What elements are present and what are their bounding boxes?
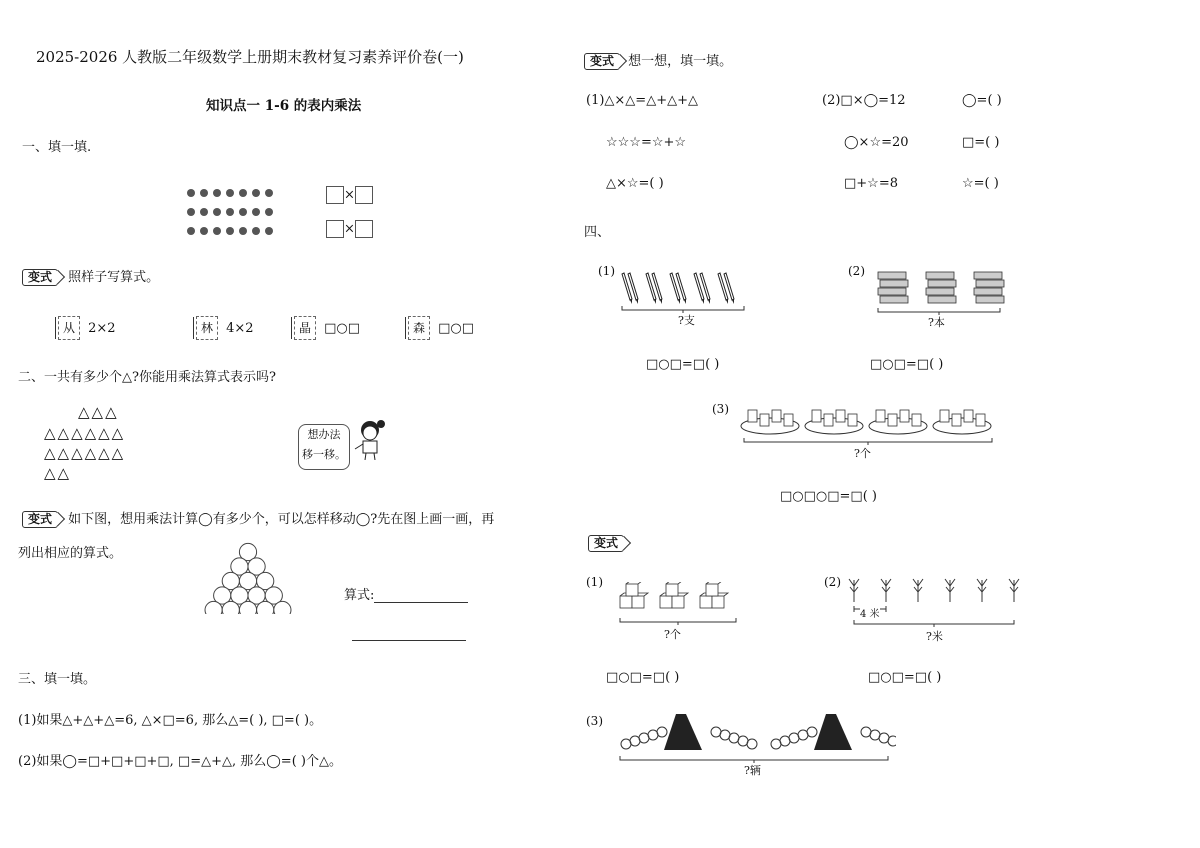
v3-c3-r3[interactable]: ☆=( ) xyxy=(962,176,999,191)
dot xyxy=(200,227,208,235)
item-expression: 4×2 xyxy=(226,320,254,336)
bike-wheel xyxy=(870,730,880,740)
cup-icon xyxy=(940,410,949,422)
formula-blank[interactable] xyxy=(374,588,468,603)
bike-wheel xyxy=(738,736,748,746)
road-icon xyxy=(664,714,702,750)
cup-icon xyxy=(952,414,961,426)
cup-icon xyxy=(760,414,769,426)
bike-wheel xyxy=(720,730,730,740)
dot xyxy=(252,227,260,235)
item-expression: 2×2 xyxy=(88,320,116,336)
char-box: 森 xyxy=(408,316,430,340)
dot xyxy=(200,189,208,197)
variant2-text-2: 列出相应的算式。 xyxy=(18,546,123,561)
variant1-item-2 xyxy=(196,316,254,340)
answer-box[interactable] xyxy=(326,220,344,238)
dot xyxy=(239,227,247,235)
v4-p2-num: (2) xyxy=(824,575,841,589)
bike-wheel xyxy=(621,739,631,749)
v3-c1-r2: ☆☆☆=☆+☆ xyxy=(606,135,687,150)
v3-c1-r3[interactable]: △×☆=( ) xyxy=(606,176,664,191)
bike-wheel xyxy=(630,736,640,746)
book-icon xyxy=(926,272,954,279)
brace xyxy=(854,620,1014,627)
formula-line xyxy=(344,584,468,603)
bike-wheel xyxy=(807,727,817,737)
circle-item xyxy=(222,601,239,614)
cube-groups xyxy=(616,582,740,626)
dot xyxy=(213,189,221,197)
variant1 xyxy=(22,266,159,286)
q4-p2-num: (2) xyxy=(848,264,865,278)
times-sign: × xyxy=(344,221,355,237)
book-icon xyxy=(880,280,908,287)
q1-answer-2 xyxy=(326,220,373,238)
cube-icon xyxy=(666,584,678,596)
q4-p3-formula[interactable]: □○□○□=□( ) xyxy=(780,489,877,504)
bike-wheel xyxy=(780,736,790,746)
circle-pyramid[interactable] xyxy=(200,542,296,614)
book-icon xyxy=(928,280,956,287)
dot xyxy=(239,189,247,197)
cup-icon xyxy=(900,410,909,422)
circle-item xyxy=(257,601,274,614)
girl-illustration xyxy=(352,416,392,460)
dot xyxy=(226,208,234,216)
circle-item xyxy=(205,601,222,614)
dot xyxy=(213,208,221,216)
dot xyxy=(252,208,260,216)
cup-icon xyxy=(772,410,781,422)
q4-p3-num: (3) xyxy=(712,402,729,416)
cube-icon xyxy=(672,596,684,608)
cup-icon xyxy=(748,410,757,422)
dot-grid xyxy=(186,187,276,239)
formula-blank-2[interactable] xyxy=(352,628,466,641)
cup-icon xyxy=(784,414,793,426)
variant1-item-3 xyxy=(294,316,360,340)
dot xyxy=(187,227,195,235)
v4-p1-label: ?个 xyxy=(664,628,681,641)
q3-line-1[interactable]: (1)如果△+△+△=6, △×□=6, 那么△=( ), □=( )。 xyxy=(18,713,323,728)
char-box: 从 xyxy=(58,316,80,340)
bike-wheel xyxy=(648,730,658,740)
tree-row xyxy=(844,572,1024,632)
variant1-text: 照样子写算式。 xyxy=(68,270,160,285)
cup-icon xyxy=(836,410,845,422)
q4-p1-label: ?支 xyxy=(678,314,695,327)
dot xyxy=(252,189,260,197)
variant2-text-1: 如下图，想用乘法计算◯有多少个，可以怎样移动◯?先在图上画一画，再 xyxy=(68,512,495,527)
bike-wheel xyxy=(639,733,649,743)
cup-icon xyxy=(824,414,833,426)
triangle-row-4: △△ xyxy=(44,464,72,482)
q2-heading: 二、一共有多少个△?你能用乘法算式表示吗? xyxy=(18,370,276,385)
book-icon xyxy=(878,272,906,279)
dot xyxy=(226,189,234,197)
q4-p3-label: ?个 xyxy=(854,447,871,460)
dot xyxy=(265,208,273,216)
bike-wheel xyxy=(798,730,808,740)
cup-icon xyxy=(912,414,921,426)
v4-p1-num: (1) xyxy=(586,575,603,589)
bike-wheel xyxy=(771,739,781,749)
cup-plates xyxy=(738,402,998,450)
v4-p2-unit: 4 米 xyxy=(860,609,880,620)
q1-heading: 一、填一填. xyxy=(22,140,92,155)
variant1-item-4 xyxy=(408,316,474,340)
dot xyxy=(265,227,273,235)
answer-box[interactable] xyxy=(355,220,373,238)
dot xyxy=(226,227,234,235)
q3-line-2[interactable]: (2)如果◯=□+□+□+□, □=△+△, 那么◯=( )个△。 xyxy=(18,754,342,769)
times-sign: × xyxy=(344,187,355,203)
book-icon xyxy=(926,288,954,295)
book-icon xyxy=(880,296,908,303)
bike-wheel xyxy=(861,727,871,737)
brace xyxy=(620,618,736,625)
bike-wheel xyxy=(879,733,889,743)
cup-icon xyxy=(812,410,821,422)
formula-label: 算式: xyxy=(344,588,375,603)
bike-road-illustration xyxy=(616,710,896,766)
hint-bubble xyxy=(298,424,350,470)
q4-heading: 四、 xyxy=(584,225,611,240)
cup-icon xyxy=(848,414,857,426)
bubble-line-1: 想办法 xyxy=(307,428,341,441)
v4-p2-formula[interactable]: □○□=□( ) xyxy=(868,670,942,685)
bike-wheel xyxy=(729,733,739,743)
cup-icon xyxy=(964,410,973,422)
cube-icon xyxy=(712,596,724,608)
variant-tag: 变式 xyxy=(584,53,620,70)
cube-icon xyxy=(706,584,718,596)
v3-c3-r2[interactable]: □=( ) xyxy=(962,135,1000,150)
pencil-groups xyxy=(618,270,748,318)
char-box: 林 xyxy=(196,316,218,340)
dot xyxy=(200,208,208,216)
bike-wheel xyxy=(747,739,757,749)
dot xyxy=(239,208,247,216)
q4-p2-label: ?本 xyxy=(928,316,945,329)
bike-wheel xyxy=(888,736,896,746)
bike-wheel xyxy=(711,727,721,737)
book-icon xyxy=(974,272,1002,279)
cup-icon xyxy=(976,414,985,426)
v4-p3-num: (3) xyxy=(586,714,603,728)
v4-p1-formula[interactable]: □○□=□( ) xyxy=(606,670,680,685)
q4-p1-formula[interactable]: □○□=□( ) xyxy=(646,357,720,372)
dot xyxy=(187,189,195,197)
bike-wheel xyxy=(657,727,667,737)
variant2 xyxy=(22,508,494,528)
bike-wheel xyxy=(789,733,799,743)
q1-answer-1 xyxy=(326,186,373,204)
book-icon xyxy=(974,288,1002,295)
q4-p1-num: (1) xyxy=(598,264,615,278)
bubble-line-2: 移一移。 xyxy=(302,448,346,461)
triangle-row-3: △△△△△△ xyxy=(44,444,126,462)
cup-icon xyxy=(888,414,897,426)
book-icon xyxy=(976,280,1004,287)
road-icon xyxy=(814,714,852,750)
cube-icon xyxy=(626,584,638,596)
triangle-row-2: △△△△△△ xyxy=(44,424,126,442)
book-stacks xyxy=(874,268,1008,318)
page-title: 2025-2026 人教版二年级数学上册期末教材复习素养评价卷(一) xyxy=(36,48,464,66)
variant-tag: 变式 xyxy=(22,269,58,286)
cube-icon xyxy=(620,596,632,608)
dot xyxy=(265,189,273,197)
book-icon xyxy=(928,296,956,303)
answer-box[interactable] xyxy=(326,186,344,204)
v4-p2-label: ?米 xyxy=(926,630,943,643)
book-icon xyxy=(878,288,906,295)
section-title: 知识点一 1-6 的表内乘法 xyxy=(206,98,362,114)
item-expression[interactable]: □○□ xyxy=(324,320,361,336)
variant3 xyxy=(584,50,732,70)
q3-heading: 三、填一填。 xyxy=(18,672,97,687)
triangle-row-1: △△△ xyxy=(78,403,119,421)
item-expression[interactable]: □○□ xyxy=(438,320,475,336)
v3-c2-r1: (2)□×◯=12 xyxy=(822,93,906,108)
variant-tag: 变式 xyxy=(22,511,58,528)
variant3-text: 想一想，填一填。 xyxy=(628,54,733,69)
dot xyxy=(187,208,195,216)
cube-icon xyxy=(632,596,644,608)
brace xyxy=(744,438,992,445)
char-box: 晶 xyxy=(294,316,316,340)
cube-icon xyxy=(660,596,672,608)
cup-icon xyxy=(876,410,885,422)
q4-p2-formula[interactable]: □○□=□( ) xyxy=(870,357,944,372)
dot xyxy=(213,227,221,235)
v3-c3-r1[interactable]: ◯=( ) xyxy=(962,93,1002,108)
book-icon xyxy=(976,296,1004,303)
v3-c1-r1: (1)△×△=△+△+△ xyxy=(586,93,698,108)
v3-c2-r2: ◯×☆=20 xyxy=(844,135,909,150)
variant1-item-1 xyxy=(58,316,116,340)
answer-box[interactable] xyxy=(355,186,373,204)
circle-item xyxy=(239,601,256,614)
variant4 xyxy=(588,535,624,552)
v3-c2-r3: □+☆=8 xyxy=(844,176,898,191)
cube-icon xyxy=(700,596,712,608)
v4-p3-label: ?辆 xyxy=(744,764,761,777)
variant-tag: 变式 xyxy=(588,535,624,552)
circle-item xyxy=(274,601,291,614)
